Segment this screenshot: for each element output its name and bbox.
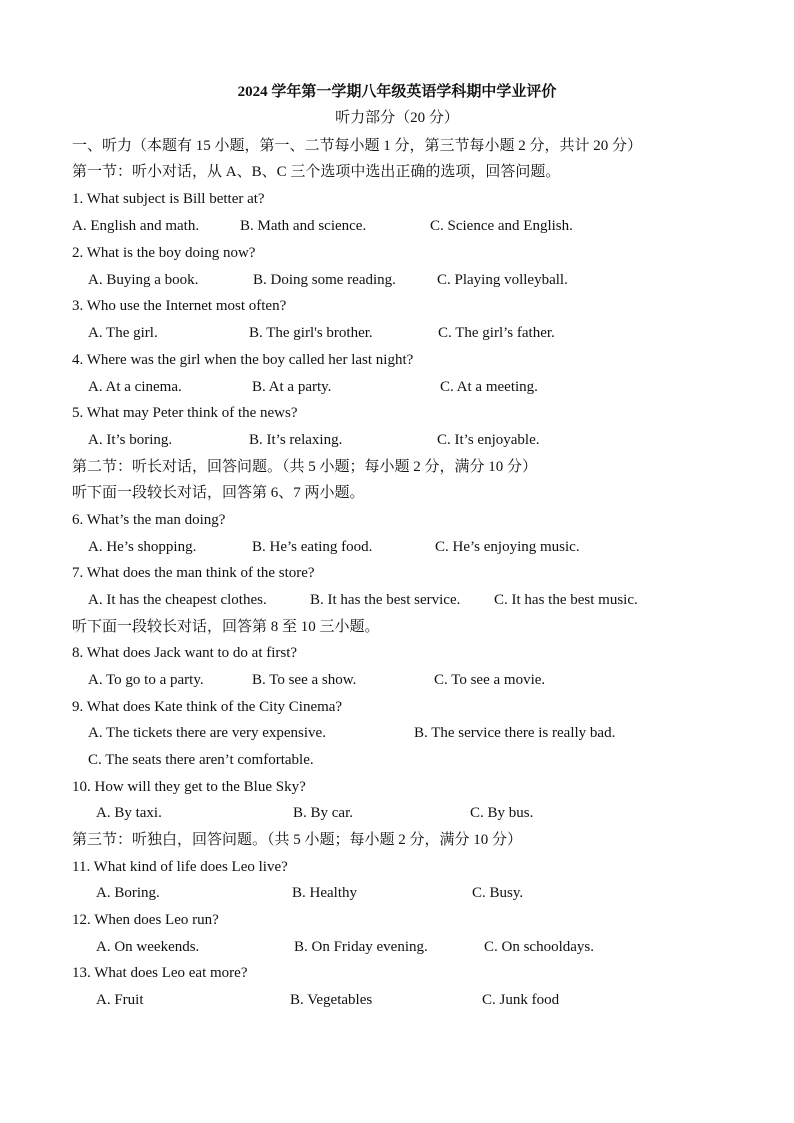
q8-option-a: A. To go to a party. [88, 672, 204, 688]
question-3: 3. Who use the Internet most often? [72, 298, 287, 314]
q7-option-a: A. It has the cheapest clothes. [88, 592, 267, 608]
part3-instruction: 第三节：听独白，回答问题。（共 5 小题；每小题 2 分，满分 10 分） [72, 832, 523, 848]
q8-option-b: B. To see a show. [252, 672, 357, 688]
question-5: 5. What may Peter think of the news? [72, 405, 298, 421]
q12-option-a: A. On weekends. [96, 939, 200, 955]
section-heading: 一、听力（本题有 15 小题，第一、二节每小题 1 分，第三节每小题 2 分，共计 20 分） [72, 138, 643, 154]
question-8: 8. What does Jack want to do at first? [72, 645, 298, 661]
q1-option-a: A. English and math. [72, 218, 200, 234]
q8-option-c: C. To see a movie. [434, 672, 546, 688]
q1-option-c: C. Science and English. [430, 218, 573, 234]
q3-option-c: C. The girl’s father. [438, 325, 555, 341]
q3-option-b: B. The girl's brother. [249, 325, 373, 341]
q2-option-a: A. Buying a book. [88, 272, 199, 288]
question-7: 7. What does the man think of the store? [72, 565, 315, 581]
q13-option-b: B. Vegetables [290, 992, 373, 1008]
q7-option-c: C. It has the best music. [494, 592, 638, 608]
question-2: 2. What is the boy doing now? [72, 245, 256, 261]
q9-option-a: A. The tickets there are very expensive. [88, 725, 326, 741]
question-9: 9. What does Kate think of the City Cinema? [72, 699, 343, 715]
q6-option-a: A. He’s shopping. [88, 539, 197, 555]
q11-option-a: A. Boring. [96, 885, 160, 901]
question-12: 12. When does Leo run? [72, 912, 219, 928]
q10-option-a: A. By taxi. [96, 805, 162, 821]
question-1: 1. What subject is Bill better at? [72, 191, 265, 207]
q10-option-b: B. By car. [293, 805, 353, 821]
q11-option-b: B. Healthy [292, 885, 357, 901]
q4-option-b: B. At a party. [252, 379, 332, 395]
q4-option-c: C. At a meeting. [440, 379, 538, 395]
q10-option-c: C. By bus. [470, 805, 534, 821]
q6-option-b: B. He’s eating food. [252, 539, 373, 555]
q12-option-b: B. On Friday evening. [294, 939, 428, 955]
part1-instruction: 第一节：听小对话，从 A、B、C 三个选项中选出正确的选项，回答问题。 [72, 164, 561, 180]
q13-option-c: C. Junk food [482, 992, 560, 1008]
page-subtitle: 听力部分（20 分） [335, 110, 459, 126]
part2-sub-instruction-2: 听下面一段较长对话，回答第 8 至 10 三小题。 [72, 619, 380, 635]
q12-option-c: C. On schooldays. [484, 939, 594, 955]
question-11: 11. What kind of life does Leo live? [72, 859, 288, 875]
q7-option-b: B. It has the best service. [310, 592, 461, 608]
q5-option-c: C. It’s enjoyable. [437, 432, 540, 448]
q2-option-c: C. Playing volleyball. [437, 272, 568, 288]
q4-option-a: A. At a cinema. [88, 379, 182, 395]
question-6: 6. What’s the man doing? [72, 512, 226, 528]
q13-option-a: A. Fruit [96, 992, 144, 1008]
question-4: 4. Where was the girl when the boy called her last night? [72, 352, 414, 368]
question-13: 13. What does Leo eat more? [72, 965, 248, 981]
page-title: 2024 学年第一学期八年级英语学科期中学业评价 [237, 84, 557, 100]
part2-sub-instruction-1: 听下面一段较长对话，回答第 6、7 两小题。 [72, 485, 365, 501]
q9-option-c: C. The seats there aren’t comfortable. [88, 752, 314, 768]
q2-option-b: B. Doing some reading. [253, 272, 396, 288]
q3-option-a: A. The girl. [88, 325, 158, 341]
q9-option-b: B. The service there is really bad. [414, 725, 616, 741]
q1-option-b: B. Math and science. [240, 218, 367, 234]
question-10: 10. How will they get to the Blue Sky? [72, 779, 306, 795]
q5-option-a: A. It’s boring. [88, 432, 173, 448]
q6-option-c: C. He’s enjoying music. [435, 539, 580, 555]
part2-instruction: 第二节：听长对话，回答问题。（共 5 小题；每小题 2 分，满分 10 分） [72, 459, 538, 475]
q5-option-b: B. It’s relaxing. [249, 432, 343, 448]
q11-option-c: C. Busy. [472, 885, 524, 901]
